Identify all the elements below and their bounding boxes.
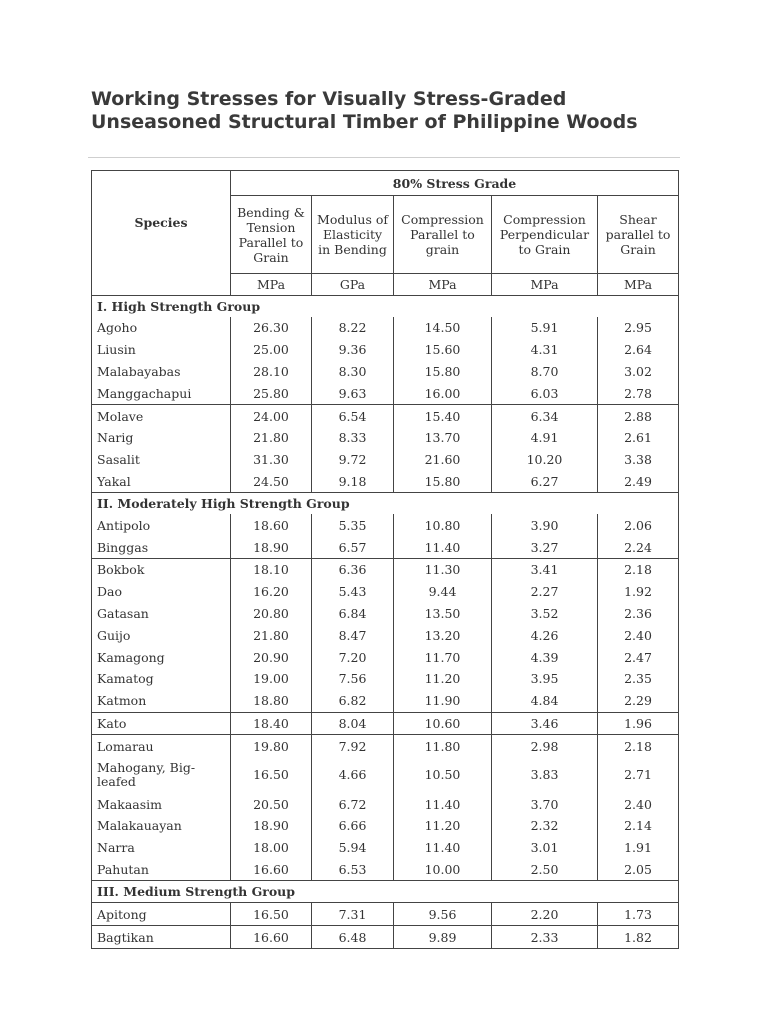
- unit-bending: MPa: [231, 274, 312, 296]
- group-header: III. Medium Strength Group: [92, 881, 679, 903]
- value-cell: 11.70: [394, 646, 492, 668]
- value-cell: 10.00: [394, 859, 492, 881]
- table-row: [92, 903, 679, 926]
- species-name: Guijo: [92, 624, 231, 646]
- value-cell: 31.30: [231, 449, 312, 471]
- table-row: [92, 603, 679, 625]
- species-name: Apitong: [92, 903, 231, 926]
- value-cell: 7.56: [312, 668, 394, 690]
- value-cell: 1.96: [598, 712, 679, 735]
- value-cell: 8.30: [312, 361, 394, 383]
- value-cell: 3.02: [598, 361, 679, 383]
- value-cell: 1.82: [598, 926, 679, 949]
- species-name: Makaasim: [92, 793, 231, 815]
- value-cell: 11.40: [394, 837, 492, 859]
- value-cell: 20.50: [231, 793, 312, 815]
- value-cell: 9.18: [312, 471, 394, 493]
- value-cell: 11.80: [394, 735, 492, 757]
- value-cell: 1.92: [598, 581, 679, 603]
- value-cell: 18.60: [231, 514, 312, 536]
- value-cell: 3.01: [492, 837, 598, 859]
- value-cell: 18.90: [231, 536, 312, 558]
- value-cell: 4.66: [312, 757, 394, 793]
- table-row: [92, 514, 679, 536]
- value-cell: 1.91: [598, 837, 679, 859]
- column-header-compression-perpendicular: Compression Perpendicular to Grain: [492, 196, 598, 274]
- species-name: Mahogany, Big-leafed: [92, 757, 231, 793]
- value-cell: 2.06: [598, 514, 679, 536]
- title-divider: [88, 157, 680, 158]
- value-cell: 4.91: [492, 427, 598, 449]
- value-cell: 3.83: [492, 757, 598, 793]
- table-row: [92, 837, 679, 859]
- value-cell: 2.05: [598, 859, 679, 881]
- table-row: [92, 926, 679, 949]
- value-cell: 2.20: [492, 903, 598, 926]
- value-cell: 18.80: [231, 690, 312, 712]
- value-cell: 5.43: [312, 581, 394, 603]
- species-name: Malakauayan: [92, 815, 231, 837]
- group-header: I. High Strength Group: [92, 296, 679, 318]
- value-cell: 18.00: [231, 837, 312, 859]
- species-name: Narra: [92, 837, 231, 859]
- value-cell: 6.03: [492, 382, 598, 404]
- value-cell: 2.49: [598, 471, 679, 493]
- value-cell: 7.92: [312, 735, 394, 757]
- table-row: [92, 624, 679, 646]
- table-row: [92, 536, 679, 558]
- table-row: [92, 735, 679, 757]
- value-cell: 2.95: [598, 317, 679, 339]
- value-cell: 2.27: [492, 581, 598, 603]
- value-cell: 18.90: [231, 815, 312, 837]
- value-cell: 4.31: [492, 339, 598, 361]
- page-title: Working Stresses for Visually Stress-Graded Unseasoned Structural Timber of Philippine Woods: [91, 88, 638, 133]
- value-cell: 4.26: [492, 624, 598, 646]
- value-cell: 3.46: [492, 712, 598, 735]
- value-cell: 2.64: [598, 339, 679, 361]
- value-cell: 28.10: [231, 361, 312, 383]
- column-header-bending: Bending & Tension Parallel to Grain: [231, 196, 312, 274]
- table-row: [92, 317, 679, 339]
- species-name: Kamagong: [92, 646, 231, 668]
- value-cell: 16.00: [394, 382, 492, 404]
- table-row: [92, 815, 679, 837]
- value-cell: 6.48: [312, 926, 394, 949]
- value-cell: 16.50: [231, 757, 312, 793]
- value-cell: 2.18: [598, 735, 679, 757]
- value-cell: 2.40: [598, 624, 679, 646]
- value-cell: 16.60: [231, 859, 312, 881]
- species-name: Lomarau: [92, 735, 231, 757]
- value-cell: 9.72: [312, 449, 394, 471]
- value-cell: 11.90: [394, 690, 492, 712]
- value-cell: 2.78: [598, 382, 679, 404]
- value-cell: 1.73: [598, 903, 679, 926]
- table-row: [92, 471, 679, 493]
- value-cell: 11.40: [394, 793, 492, 815]
- value-cell: 2.61: [598, 427, 679, 449]
- value-cell: 20.90: [231, 646, 312, 668]
- species-name: Antipolo: [92, 514, 231, 536]
- value-cell: 2.35: [598, 668, 679, 690]
- species-name: Yakal: [92, 471, 231, 493]
- table-row: [92, 793, 679, 815]
- value-cell: 2.33: [492, 926, 598, 949]
- value-cell: 19.80: [231, 735, 312, 757]
- species-name: Bagtikan: [92, 926, 231, 949]
- value-cell: 11.20: [394, 815, 492, 837]
- value-cell: 2.18: [598, 558, 679, 580]
- value-cell: 18.40: [231, 712, 312, 735]
- value-cell: 2.47: [598, 646, 679, 668]
- value-cell: 5.91: [492, 317, 598, 339]
- value-cell: 24.50: [231, 471, 312, 493]
- value-cell: 21.80: [231, 624, 312, 646]
- value-cell: 2.71: [598, 757, 679, 793]
- value-cell: 16.20: [231, 581, 312, 603]
- value-cell: 9.44: [394, 581, 492, 603]
- value-cell: 11.40: [394, 536, 492, 558]
- value-cell: 6.84: [312, 603, 394, 625]
- unit-compression-perpendicular: MPa: [492, 274, 598, 296]
- table-row: [92, 382, 679, 404]
- value-cell: 8.47: [312, 624, 394, 646]
- value-cell: 15.60: [394, 339, 492, 361]
- value-cell: 21.80: [231, 427, 312, 449]
- working-stresses-table: [91, 170, 679, 949]
- column-header-compression-parallel: Compression Parallel to grain: [394, 196, 492, 274]
- value-cell: 2.88: [598, 405, 679, 427]
- table-row: [92, 427, 679, 449]
- table-row: [92, 405, 679, 427]
- value-cell: 15.80: [394, 471, 492, 493]
- value-cell: 18.10: [231, 558, 312, 580]
- value-cell: 8.33: [312, 427, 394, 449]
- value-cell: 5.35: [312, 514, 394, 536]
- value-cell: 3.41: [492, 558, 598, 580]
- value-cell: 2.32: [492, 815, 598, 837]
- group-header: II. Moderately High Strength Group: [92, 493, 679, 515]
- value-cell: 6.53: [312, 859, 394, 881]
- table-row: [92, 581, 679, 603]
- value-cell: 6.72: [312, 793, 394, 815]
- value-cell: 6.36: [312, 558, 394, 580]
- value-cell: 14.50: [394, 317, 492, 339]
- value-cell: 3.70: [492, 793, 598, 815]
- species-name: Manggachapui: [92, 382, 231, 404]
- value-cell: 4.84: [492, 690, 598, 712]
- value-cell: 2.29: [598, 690, 679, 712]
- value-cell: 4.39: [492, 646, 598, 668]
- value-cell: 21.60: [394, 449, 492, 471]
- value-cell: 7.20: [312, 646, 394, 668]
- value-cell: 8.70: [492, 361, 598, 383]
- value-cell: 3.52: [492, 603, 598, 625]
- value-cell: 6.54: [312, 405, 394, 427]
- value-cell: 2.98: [492, 735, 598, 757]
- table-row: [92, 558, 679, 580]
- species-name: Kato: [92, 712, 231, 735]
- value-cell: 10.20: [492, 449, 598, 471]
- species-name: Pahutan: [92, 859, 231, 881]
- species-name: Agoho: [92, 317, 231, 339]
- species-name: Dao: [92, 581, 231, 603]
- column-header-shear: Shear parallel to Grain: [598, 196, 679, 274]
- species-name: Sasalit: [92, 449, 231, 471]
- species-header: Species: [92, 171, 231, 274]
- value-cell: 10.80: [394, 514, 492, 536]
- value-cell: 6.66: [312, 815, 394, 837]
- value-cell: 3.95: [492, 668, 598, 690]
- value-cell: 24.00: [231, 405, 312, 427]
- value-cell: 25.00: [231, 339, 312, 361]
- table-row: [92, 339, 679, 361]
- value-cell: 6.34: [492, 405, 598, 427]
- value-cell: 25.80: [231, 382, 312, 404]
- value-cell: 2.40: [598, 793, 679, 815]
- value-cell: 20.80: [231, 603, 312, 625]
- value-cell: 15.80: [394, 361, 492, 383]
- species-name: Kamatog: [92, 668, 231, 690]
- value-cell: 9.63: [312, 382, 394, 404]
- value-cell: 9.56: [394, 903, 492, 926]
- species-name: Narig: [92, 427, 231, 449]
- value-cell: 26.30: [231, 317, 312, 339]
- value-cell: 3.38: [598, 449, 679, 471]
- value-cell: 2.36: [598, 603, 679, 625]
- species-name: Katmon: [92, 690, 231, 712]
- species-name: Liusin: [92, 339, 231, 361]
- table-row: [92, 859, 679, 881]
- species-name: Bokbok: [92, 558, 231, 580]
- unit-shear: MPa: [598, 274, 679, 296]
- value-cell: 8.04: [312, 712, 394, 735]
- value-cell: 2.14: [598, 815, 679, 837]
- value-cell: 7.31: [312, 903, 394, 926]
- table-row: [92, 690, 679, 712]
- value-cell: 6.27: [492, 471, 598, 493]
- value-cell: 2.50: [492, 859, 598, 881]
- table-row: [92, 668, 679, 690]
- species-name: Molave: [92, 405, 231, 427]
- value-cell: 3.27: [492, 536, 598, 558]
- value-cell: 13.20: [394, 624, 492, 646]
- species-name: Malabayabas: [92, 361, 231, 383]
- table-row: [92, 712, 679, 735]
- column-header-modulus: Modulus of Elasticity in Bending: [312, 196, 394, 274]
- value-cell: 13.50: [394, 603, 492, 625]
- value-cell: 11.30: [394, 558, 492, 580]
- value-cell: 19.00: [231, 668, 312, 690]
- stress-grade-header: 80% Stress Grade: [231, 171, 679, 196]
- value-cell: 9.89: [394, 926, 492, 949]
- value-cell: 15.40: [394, 405, 492, 427]
- table-row: [92, 646, 679, 668]
- value-cell: 11.20: [394, 668, 492, 690]
- value-cell: 16.50: [231, 903, 312, 926]
- value-cell: 16.60: [231, 926, 312, 949]
- value-cell: 2.24: [598, 536, 679, 558]
- value-cell: 10.60: [394, 712, 492, 735]
- value-cell: 6.82: [312, 690, 394, 712]
- value-cell: 10.50: [394, 757, 492, 793]
- table-row: [92, 361, 679, 383]
- value-cell: 8.22: [312, 317, 394, 339]
- unit-modulus: GPa: [312, 274, 394, 296]
- value-cell: 6.57: [312, 536, 394, 558]
- table-row: [92, 757, 679, 793]
- species-name: Binggas: [92, 536, 231, 558]
- table-row: [92, 449, 679, 471]
- species-name: Gatasan: [92, 603, 231, 625]
- unit-compression-parallel: MPa: [394, 274, 492, 296]
- value-cell: 9.36: [312, 339, 394, 361]
- value-cell: 3.90: [492, 514, 598, 536]
- value-cell: 5.94: [312, 837, 394, 859]
- value-cell: 13.70: [394, 427, 492, 449]
- species-unit-blank: [92, 274, 231, 296]
